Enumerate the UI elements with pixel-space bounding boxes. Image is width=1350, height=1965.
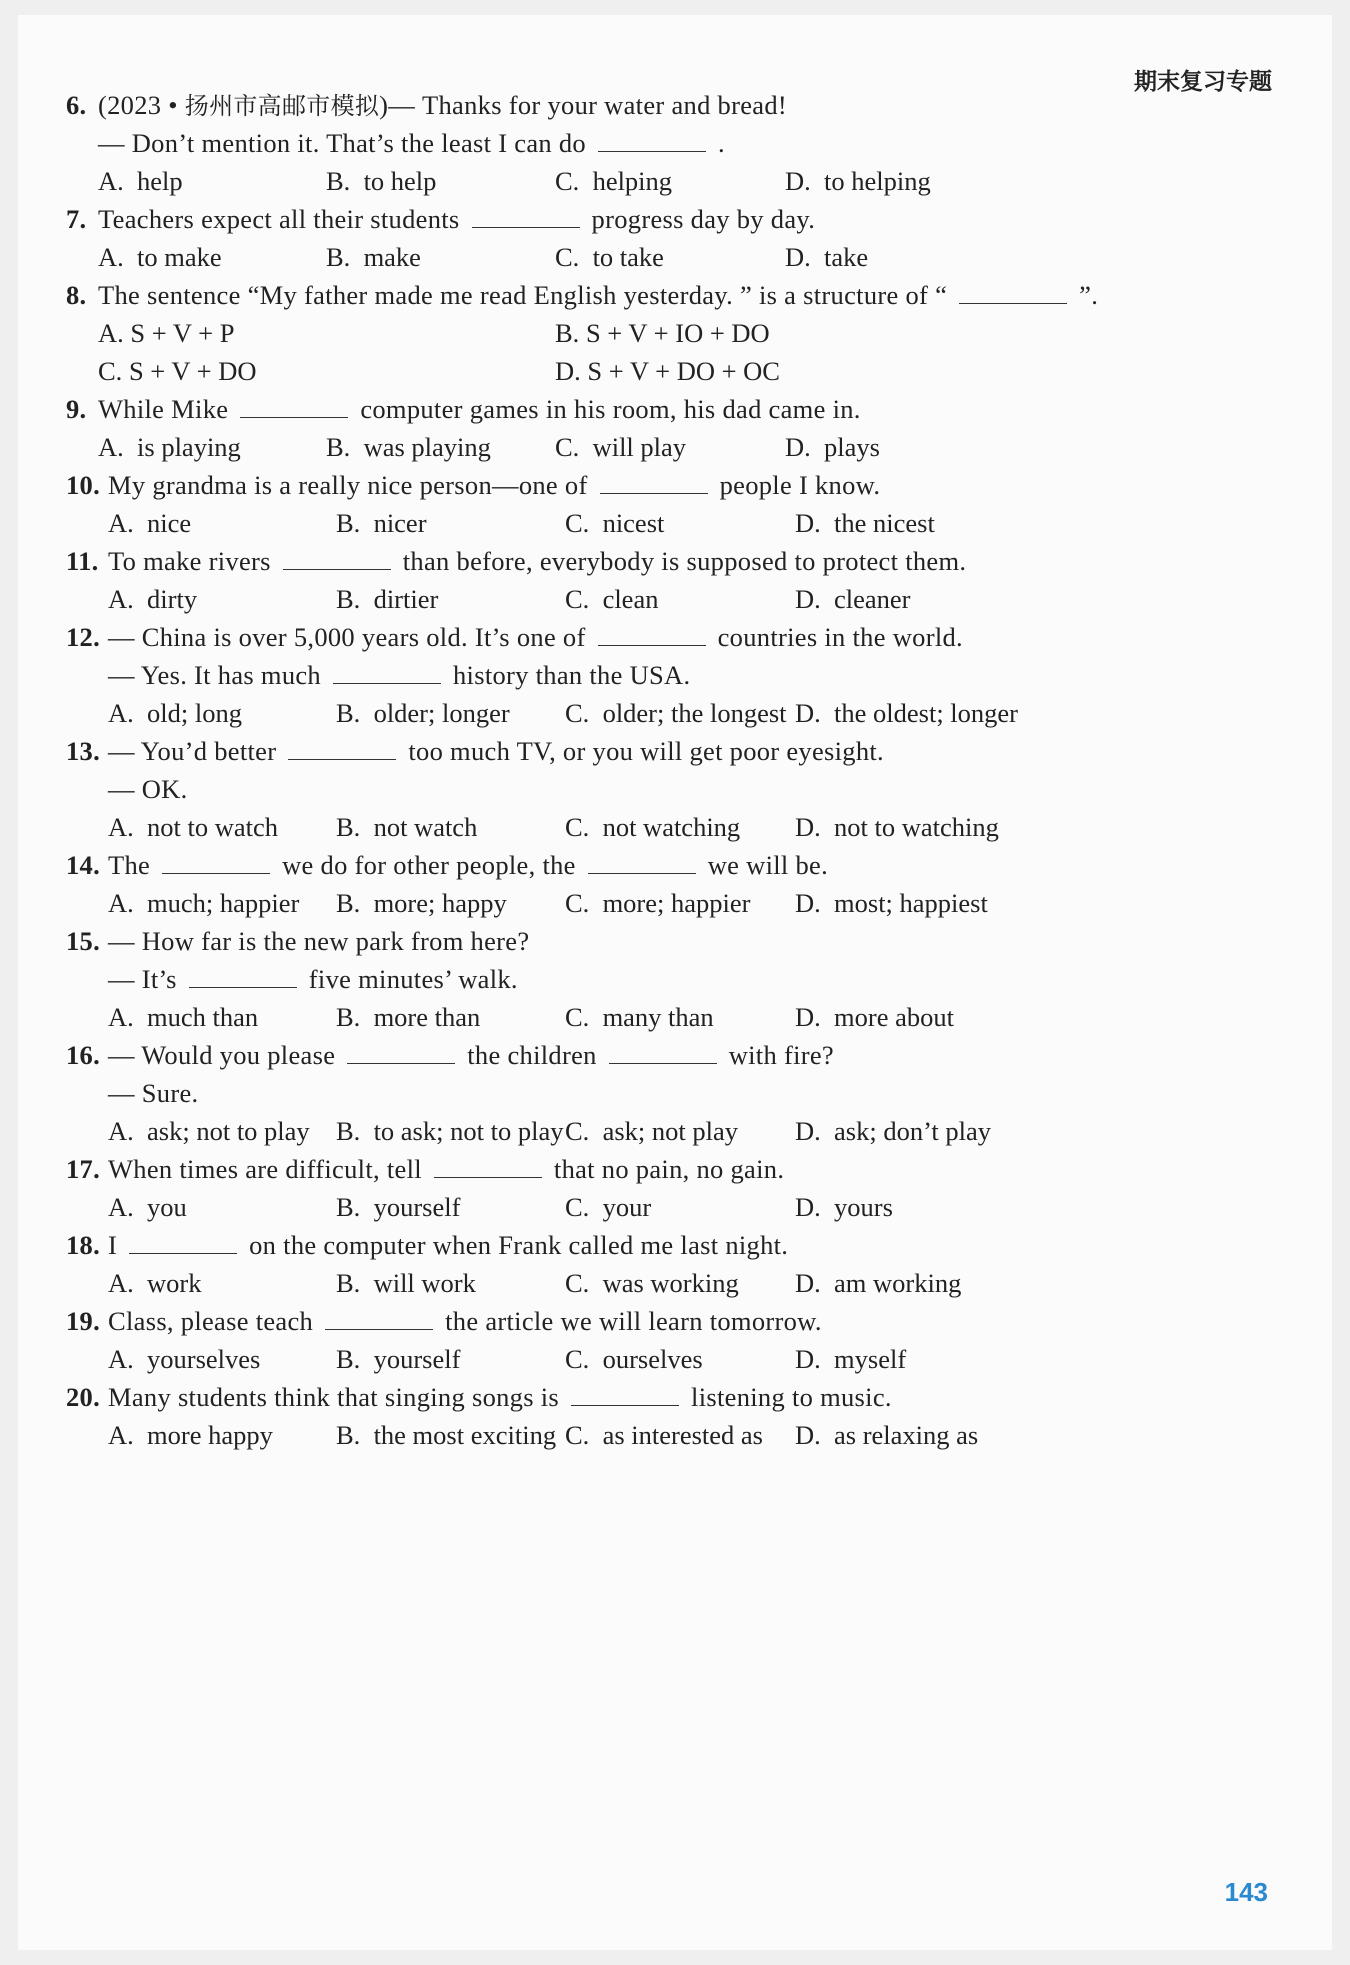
option-letter: B. — [336, 1268, 361, 1298]
option-text: myself — [834, 1344, 907, 1374]
answer-option — [108, 1339, 260, 1379]
option-letter: A. — [108, 508, 134, 538]
answer-option — [326, 161, 436, 201]
option-text: work — [147, 1268, 202, 1298]
question-line — [66, 655, 690, 695]
option-letter: D. — [785, 242, 811, 272]
option-text: yourself — [373, 1344, 461, 1374]
question-text: Teachers expect all their students — [98, 204, 460, 234]
question-text: My grandma is a really nice person—one of — [108, 470, 588, 500]
option-letter: D. — [795, 584, 821, 614]
question-text: — Would you please — [108, 1040, 336, 1070]
option-letter: C. — [555, 166, 580, 196]
question-text: too much TV, or you will get poor eyesight. — [408, 736, 884, 766]
option-letter: D. — [795, 698, 821, 728]
option-text: ask; don’t play — [834, 1116, 992, 1146]
question-number: 18. — [66, 1230, 101, 1260]
answer-blank — [325, 1305, 433, 1330]
option-text: much than — [147, 1002, 259, 1032]
answer-blank — [189, 963, 297, 988]
option-letter: C. — [565, 812, 590, 842]
answer-option — [336, 503, 427, 543]
option-text: was working — [602, 1268, 739, 1298]
page-header: 期末复习专题 — [1134, 69, 1272, 95]
option-text: help — [137, 166, 183, 196]
answer-option — [108, 1187, 187, 1227]
question-text: we will be. — [707, 850, 829, 880]
answer-option — [336, 1111, 563, 1151]
answer-blank — [598, 621, 706, 646]
answer-option — [565, 693, 787, 733]
question-number: 10. — [66, 470, 101, 500]
question-text: Many students think that singing songs is — [108, 1382, 560, 1412]
option-text: plays — [824, 432, 880, 462]
question-line — [66, 389, 861, 429]
option-text: to help — [363, 166, 437, 196]
option-letter: B. — [336, 1344, 361, 1374]
option-letter: C. — [555, 242, 580, 272]
question-number: 6. — [66, 90, 87, 120]
answer-option — [108, 807, 278, 847]
option-letter: B. — [336, 1002, 361, 1032]
option-text: dirty — [147, 584, 198, 614]
option-text: much; happier — [147, 888, 300, 918]
option-letter: A. — [108, 698, 134, 728]
option-letter: B. — [326, 432, 351, 462]
option-text: ask; not play — [602, 1116, 738, 1146]
question-number: 19. — [66, 1306, 101, 1336]
option-letter: A. — [98, 432, 124, 462]
option-text: nicer — [373, 508, 427, 538]
option-text: ourselves — [602, 1344, 703, 1374]
question-number: 20. — [66, 1382, 101, 1412]
question-text: history than the USA. — [453, 660, 691, 690]
answer-option — [98, 427, 241, 467]
answer-option — [108, 883, 299, 923]
option-letter: D. — [795, 888, 821, 918]
question-line — [66, 769, 188, 809]
question-line — [66, 199, 815, 239]
question-text: The sentence “My father made me read English yesterday. ” is a structure of “ — [98, 280, 948, 310]
option-letter: A. — [108, 812, 134, 842]
question-number: 17. — [66, 1154, 101, 1184]
answer-option — [565, 883, 750, 923]
option-text: to ask; not to play — [373, 1116, 564, 1146]
question-text: I — [108, 1230, 118, 1260]
answer-option — [555, 237, 664, 277]
option-text: most; happiest — [834, 888, 988, 918]
option-letter: D. — [795, 508, 821, 538]
question-text: — It’s — [108, 964, 177, 994]
question-line — [66, 275, 1098, 315]
option-text: to helping — [824, 166, 931, 196]
answer-option — [98, 351, 257, 391]
question-number: 8. — [66, 280, 87, 310]
answer-blank — [333, 659, 441, 684]
question-text: on the computer when Frank called me last night. — [249, 1230, 789, 1260]
answer-option — [565, 1263, 739, 1303]
option-letter: B. — [326, 166, 351, 196]
answer-option — [336, 883, 507, 923]
question-line — [66, 541, 966, 581]
option-letter: A. — [108, 888, 134, 918]
question-text: we do for other people, the — [282, 850, 576, 880]
option-text: am working — [834, 1268, 962, 1298]
answer-option — [98, 313, 234, 353]
question-text: countries in the world. — [717, 622, 963, 652]
option-text: S + V + DO — [128, 356, 257, 386]
option-text: clean — [602, 584, 659, 614]
question-text: five minutes’ walk. — [308, 964, 518, 994]
option-letter: B. — [336, 812, 361, 842]
option-letter: D. — [795, 1420, 821, 1450]
option-letter: C. — [98, 356, 123, 386]
answer-option — [108, 693, 242, 733]
question-text: (2023 • 扬州市高邮市模拟)— Thanks for your water and bread! — [98, 90, 788, 120]
answer-option — [795, 693, 1018, 733]
answer-option — [336, 1263, 476, 1303]
question-number: 7. — [66, 204, 87, 234]
option-letter: B. — [336, 1420, 361, 1450]
question-text: . — [717, 128, 725, 158]
answer-blank — [598, 127, 706, 152]
question-line — [66, 465, 880, 505]
option-text: not to watching — [834, 812, 999, 842]
question-text: the children — [467, 1040, 597, 1070]
option-text: old; long — [147, 698, 242, 728]
option-text: to take — [592, 242, 664, 272]
question-line — [66, 1225, 788, 1265]
answer-blank — [959, 279, 1067, 304]
question-text: When times are difficult, tell — [108, 1154, 422, 1184]
answer-blank — [283, 545, 391, 570]
option-text: yourself — [373, 1192, 461, 1222]
option-text: the oldest; longer — [834, 698, 1019, 728]
option-text: more happy — [147, 1420, 273, 1450]
answer-option — [326, 237, 421, 277]
answer-blank — [600, 469, 708, 494]
answer-blank — [347, 1039, 455, 1064]
option-letter: D. — [785, 432, 811, 462]
answer-option — [336, 997, 480, 1037]
option-letter: A. — [108, 584, 134, 614]
option-text: nice — [147, 508, 192, 538]
question-number: 12. — [66, 622, 101, 652]
question-text: ”. — [1079, 280, 1099, 310]
question-text: — How far is the new park from here? — [108, 926, 530, 956]
option-text: nicest — [602, 508, 665, 538]
question-line — [66, 1301, 822, 1341]
option-text: take — [824, 242, 869, 272]
option-letter: C. — [565, 1116, 590, 1146]
option-text: dirtier — [373, 584, 439, 614]
option-letter: D. — [555, 356, 581, 386]
option-text: S + V + IO + DO — [585, 318, 770, 348]
option-text: to make — [137, 242, 222, 272]
answer-option — [795, 1111, 991, 1151]
answer-blank — [129, 1229, 237, 1254]
question-text: the article we will learn tomorrow. — [445, 1306, 822, 1336]
option-text: as interested as — [602, 1420, 763, 1450]
question-text: To make rivers — [108, 546, 271, 576]
answer-option — [785, 427, 880, 467]
option-text: more; happy — [373, 888, 507, 918]
option-letter: A. — [108, 1268, 134, 1298]
option-letter: D. — [795, 812, 821, 842]
answer-option — [108, 579, 197, 619]
answer-option — [336, 807, 477, 847]
option-letter: B. — [555, 318, 580, 348]
option-text: the most exciting — [373, 1420, 557, 1450]
option-letter: D. — [795, 1116, 821, 1146]
question-text: The — [108, 850, 151, 880]
answer-option — [336, 693, 510, 733]
option-letter: A. — [98, 166, 124, 196]
answer-option — [565, 1415, 763, 1455]
option-letter: B. — [336, 1116, 361, 1146]
answer-blank — [609, 1039, 717, 1064]
answer-option — [555, 351, 780, 391]
question-text: computer games in his room, his dad came in. — [360, 394, 861, 424]
option-text: your — [602, 1192, 652, 1222]
question-text: than before, everybody is supposed to protect them. — [402, 546, 967, 576]
option-text: not watch — [373, 812, 478, 842]
page-number: 143 — [1224, 1877, 1268, 1907]
question-line — [66, 1073, 198, 1113]
question-text: — Yes. It has much — [108, 660, 321, 690]
answer-option — [785, 237, 868, 277]
option-text: many than — [602, 1002, 714, 1032]
option-letter: C. — [565, 1002, 590, 1032]
option-text: S + V + DO + OC — [587, 356, 780, 386]
question-line — [66, 959, 518, 999]
option-letter: C. — [565, 1268, 590, 1298]
option-letter: B. — [336, 584, 361, 614]
option-letter: D. — [795, 1344, 821, 1374]
question-number: 11. — [66, 546, 99, 576]
answer-option — [565, 1111, 738, 1151]
answer-option — [565, 997, 714, 1037]
question-number: 16. — [66, 1040, 101, 1070]
answer-option — [785, 161, 931, 201]
answer-option — [555, 427, 686, 467]
answer-option — [108, 1263, 201, 1303]
option-letter: C. — [565, 1192, 590, 1222]
option-letter: B. — [336, 508, 361, 538]
answer-option — [565, 503, 664, 543]
question-text: that no pain, no gain. — [553, 1154, 785, 1184]
option-letter: B. — [336, 888, 361, 918]
option-text: cleaner — [834, 584, 911, 614]
answer-option — [795, 579, 911, 619]
option-text: make — [363, 242, 421, 272]
option-letter: B. — [336, 698, 361, 728]
question-text: with fire? — [728, 1040, 834, 1070]
answer-blank — [162, 849, 270, 874]
question-text: — China is over 5,000 years old. It’s one of — [108, 622, 586, 652]
answer-option — [565, 1339, 703, 1379]
option-letter: A. — [98, 318, 124, 348]
option-text: more; happier — [602, 888, 751, 918]
question-text: — OK. — [108, 774, 188, 804]
answer-option — [795, 1415, 978, 1455]
question-text: progress day by day. — [591, 204, 816, 234]
answer-option — [336, 1415, 556, 1455]
answer-option — [326, 427, 491, 467]
answer-option — [108, 1415, 273, 1455]
option-text: will play — [592, 432, 687, 462]
answer-option — [795, 503, 935, 543]
answer-option — [795, 1263, 961, 1303]
answer-option — [795, 807, 999, 847]
answer-option — [108, 997, 258, 1037]
answer-option — [565, 807, 740, 847]
answer-option — [98, 161, 183, 201]
question-text: — Sure. — [108, 1078, 199, 1108]
option-letter: A. — [98, 242, 124, 272]
answer-option — [555, 313, 770, 353]
question-line — [66, 85, 787, 125]
question-line — [66, 1149, 784, 1189]
option-letter: C. — [555, 432, 580, 462]
answer-option — [336, 579, 438, 619]
option-text: as relaxing as — [834, 1420, 979, 1450]
option-text: you — [147, 1192, 187, 1222]
question-text: While Mike — [98, 394, 229, 424]
answer-blank — [472, 203, 580, 228]
option-letter: A. — [108, 1344, 134, 1374]
option-letter: C. — [565, 888, 590, 918]
question-line — [66, 731, 884, 771]
option-letter: C. — [565, 1420, 590, 1450]
answer-option — [98, 237, 222, 277]
question-number: 15. — [66, 926, 101, 956]
option-letter: D. — [795, 1192, 821, 1222]
option-text: not watching — [602, 812, 741, 842]
question-text: — You’d better — [108, 736, 277, 766]
answer-option — [795, 883, 988, 923]
question-text: people I know. — [719, 470, 881, 500]
option-letter: C. — [565, 508, 590, 538]
option-text: will work — [373, 1268, 476, 1298]
option-text: ask; not to play — [147, 1116, 310, 1146]
option-text: yours — [834, 1192, 893, 1222]
question-text: Class, please teach — [108, 1306, 314, 1336]
option-text: was playing — [363, 432, 491, 462]
option-letter: D. — [795, 1002, 821, 1032]
question-number: 9. — [66, 394, 87, 424]
option-text: older; the longest — [602, 698, 787, 728]
answer-option — [108, 1111, 310, 1151]
answer-option — [795, 1339, 906, 1379]
option-letter: A. — [108, 1116, 134, 1146]
question-line — [66, 1377, 892, 1417]
option-letter: A. — [108, 1002, 134, 1032]
option-letter: D. — [785, 166, 811, 196]
answer-blank — [571, 1381, 679, 1406]
answer-option — [795, 1187, 893, 1227]
question-number: 13. — [66, 736, 101, 766]
answer-option — [565, 1187, 651, 1227]
option-letter: D. — [795, 1268, 821, 1298]
option-text: is playing — [137, 432, 241, 462]
option-text: the nicest — [834, 508, 935, 538]
option-text: more than — [373, 1002, 481, 1032]
answer-option — [555, 161, 672, 201]
answer-blank — [434, 1153, 542, 1178]
option-letter: A. — [108, 1420, 134, 1450]
question-line — [66, 123, 725, 163]
question-text: — Don’t mention it. That’s the least I can do — [98, 128, 586, 158]
option-letter: B. — [326, 242, 351, 272]
option-text: older; longer — [373, 698, 510, 728]
answer-option — [336, 1339, 460, 1379]
answer-blank — [240, 393, 348, 418]
answer-option — [565, 579, 658, 619]
option-letter: B. — [336, 1192, 361, 1222]
option-letter: A. — [108, 1192, 134, 1222]
option-letter: C. — [565, 698, 590, 728]
answer-option — [108, 503, 191, 543]
answer-option — [795, 997, 954, 1037]
question-line — [66, 921, 529, 961]
answer-blank — [588, 849, 696, 874]
option-text: not to watch — [147, 812, 279, 842]
option-letter: C. — [565, 1344, 590, 1374]
option-text: S + V + P — [130, 318, 235, 348]
option-text: yourselves — [147, 1344, 261, 1374]
question-line — [66, 617, 963, 657]
question-line — [66, 845, 828, 885]
option-text: helping — [592, 166, 673, 196]
question-number: 14. — [66, 850, 101, 880]
question-text: listening to music. — [691, 1382, 892, 1412]
question-line — [66, 1035, 834, 1075]
option-text: more about — [834, 1002, 954, 1032]
answer-option — [336, 1187, 460, 1227]
option-letter: C. — [565, 584, 590, 614]
textbook-page — [18, 15, 1332, 1950]
answer-blank — [288, 735, 396, 760]
